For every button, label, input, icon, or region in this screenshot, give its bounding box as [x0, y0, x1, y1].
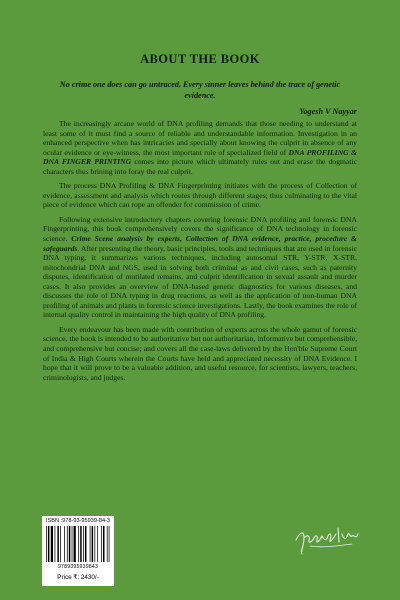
barcode-bar [107, 526, 108, 562]
paragraph [43, 215, 357, 320]
paragraph-text: Following extensive introductory chapters covering forensic DNA profiling and forensic DNA Fingerprinting, this book comprehensively covers the significance of DNA technology in forensic science. [43, 214, 357, 244]
price-label: Price ₹: 2430/- [57, 574, 99, 581]
paragraph-text: The process DNA Profiling & DNA Fingerprinting initiates with the process of Collection of evidence, assessment and analysis which routes through different stages; thus culminating to the vital piece of evidence which can rope an offender for commission of crime. [43, 181, 357, 210]
paragraph [43, 181, 357, 210]
barcode-bar [92, 526, 94, 562]
barcode-bar [60, 526, 61, 562]
barcode-bar [85, 526, 87, 562]
barcode-bar [64, 526, 65, 562]
barcode-bar [94, 526, 95, 562]
barcode-bar [72, 526, 73, 562]
barcode-icon [45, 526, 111, 564]
paragraph [43, 325, 357, 382]
author-signature [292, 518, 362, 556]
paragraph-text: comes into picture which ultimately rules out and erase the dogmatic characters thus brining into foray the real culprit. [43, 157, 357, 176]
paragraph [43, 119, 357, 176]
barcode-bar [97, 526, 98, 562]
quote-author: Yogesh V Nayyar [299, 107, 357, 116]
barcode-bar [74, 526, 76, 562]
barcode-bar [48, 526, 50, 562]
barcode-bar [67, 526, 68, 562]
barcode-bar [78, 526, 79, 562]
barcode-bar [83, 526, 84, 562]
paragraph-text: Every endeavour has been made with contribution of experts across the whole gamut of forensic science, the book is intended to be authoritative but not authoritarian, informative but comprehensible, and comprehensive but concise; and covers all the case-laws delivered by the Hon'ble Supreme Court of India & High Courts wherein the Courts have held and appreciated necessity of DNA Evidence. I hope that it will prove to be a valuable addition, and useful resource, for scientists, lawyers, teachers, criminologists, and judges. [43, 324, 357, 382]
barcode-bar [90, 526, 91, 562]
paragraph-text: The increasingly arcane world of DNA profiling demands that those needing to understand at least some of it must find a source of reliable and understandable information. Investigation in an enhanced perspective when has intricacies and specially about knowing the culprit in absence of any ocular evidence or eye-witness, the most important role of specialized field of [43, 119, 357, 157]
barcode-bar [101, 526, 102, 562]
barcode-label [42, 516, 114, 586]
emphasis-text: Crime Scene analysis by experts, Collection of DNA evidence, practice, procedure & safeguards [43, 234, 357, 253]
about-text [43, 119, 357, 387]
barcode-bar [46, 526, 47, 562]
barcode-bar [51, 526, 53, 562]
isbn-number: ISBN :978-93-95939-84-3 [45, 518, 111, 524]
barcode-bar [80, 526, 82, 562]
barcode-bar [55, 526, 56, 562]
barcode-bar [103, 526, 105, 562]
paragraph-text: . After presenting the theory, basic principles, tools and techniques that are used in forensic DNA typing, it summarizes various techniques, including autosomal STR, Y-STR, X-STR, mitochondrial DNA and NGS, used in solving both criminal as and civil cases, such as paternity disputes, identification of mutilated remains, and culprit identification in sexual assault and murder cases. It also provides an overview of DNA-based genetic diagnostics for various diseases, and discusses the role of DNA typing in drug reactions, as well as the application of non-human DNA profiling of animals and plants in forensic science investigations. Lastly, the book examines the role of internal quality control in maintaining the high quality of DNA profiling. [43, 243, 357, 320]
barcode-bar [69, 526, 71, 562]
barcode-digits: 9789395939843 [57, 564, 99, 570]
epigraph-quote: No crime one does can go untraced. Every sinner leaves behind the trace of genetic evidence. [59, 80, 341, 100]
section-heading: ABOUT THE BOOK [140, 52, 260, 66]
barcode-bar [57, 526, 59, 562]
barcode-bar [109, 526, 110, 562]
emphasis-text: DNA PROFILING & DNA FINGER PRINTING [43, 147, 357, 167]
